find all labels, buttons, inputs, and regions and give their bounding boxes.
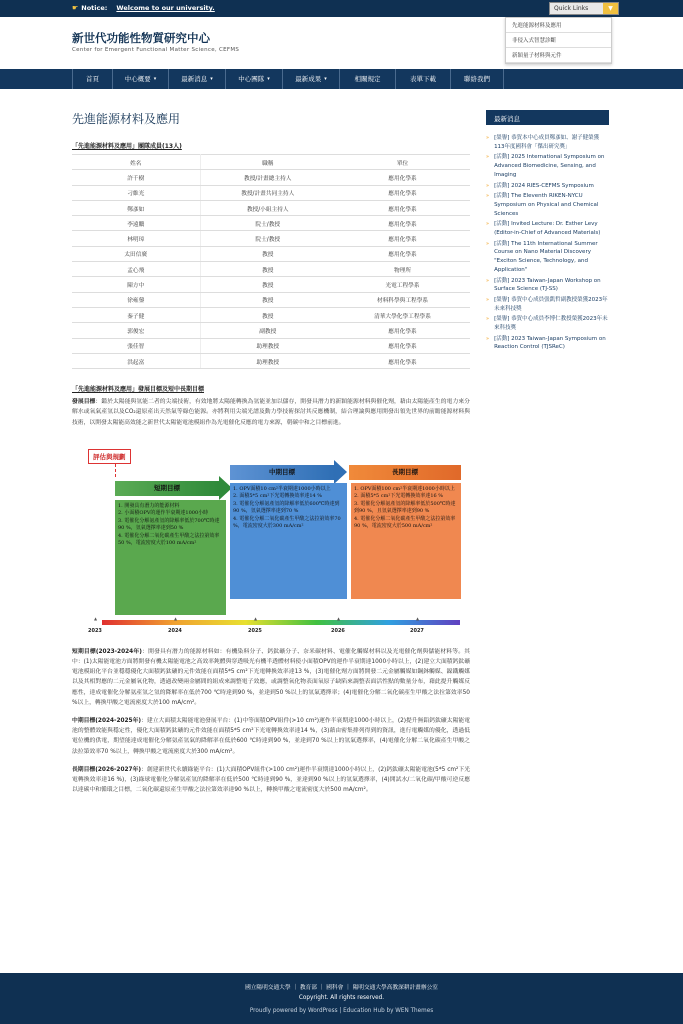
goal-item: 3. 電催化分解氨產氫的降解率低於700℃時達90 %，氫氣選擇率達到50 % xyxy=(118,517,220,532)
double-chevron-right-icon: » xyxy=(486,135,490,141)
goals-lead: 發展目標 xyxy=(72,399,96,406)
member-name: 孟心飛 xyxy=(72,262,200,277)
goals-paragraph xyxy=(72,397,470,428)
long-goals-box xyxy=(351,483,461,599)
member-title: 助理教授 xyxy=(200,338,335,353)
goal-item: 4. 電催化分解二氧化碳產生甲酸之法拉第效率50 %，電流密度大於100 mA/cm² xyxy=(118,532,220,547)
double-chevron-right-icon: » xyxy=(486,277,490,284)
mid-term-text: ：建立大面積太陽能電池發展平台：(1)中等面積OPV組件(>10 cm²)運作半衰期達1000小時以上，(2)提升無鉛鈣鈦礦太陽能電池的整體效能與穩定性，優化大面積鈣鈦礦的元件效能在面積5*5 cm²下光電轉換效率達14 %，(3)藉由密集排列得到的資訊，進行電觸媒的優化，透過低電位機的供電，期望能達成電催化分解氨產氫氣的降解率在低於600 ℃時達到90 %，並達到70 %以上的氫氣選擇率，(4)電催化分解二氧化碳產生甲酸之法拉第效率70 %以上，轉換甲酸之電流密度大於300 mA/cm²。 xyxy=(72,717,470,755)
member-unit: 應用化學系 xyxy=(335,353,470,368)
timeline-year: 2027 xyxy=(410,627,424,634)
mid-goals-box xyxy=(230,483,347,599)
member-unit: 光電工程學系 xyxy=(335,277,470,292)
news-item[interactable] xyxy=(486,335,609,352)
news-item[interactable] xyxy=(486,277,609,294)
nav-item-label: 最新成果 xyxy=(295,75,322,83)
member-name: 刁維光 xyxy=(72,185,200,200)
chevron-down-icon: ▾ xyxy=(324,76,327,82)
site-subtitle: Center for Emergent Functional Matter Science, CEFMS xyxy=(72,47,240,53)
table-row xyxy=(72,353,470,368)
goal-item: 1. 開發具有潛力的能源材料 xyxy=(118,502,180,509)
nav-item[interactable] xyxy=(72,69,112,89)
member-unit: 應用化學系 xyxy=(335,170,470,185)
member-unit: 材料科學與工程學系 xyxy=(335,292,470,307)
news-item[interactable] xyxy=(486,192,609,218)
member-name: 張佳智 xyxy=(72,338,200,353)
double-chevron-right-icon: » xyxy=(486,335,490,342)
footer-copyright: Copyright. All rights reserved. xyxy=(298,995,385,1001)
timeline-marker: ▲ xyxy=(254,615,258,621)
nav-item-label: 中心團隊 xyxy=(238,75,265,83)
table-row xyxy=(72,200,470,215)
footer-powered[interactable]: Proudly powered by WordPress | Education Hub by WEN Themes xyxy=(249,1008,434,1014)
double-chevron-right-icon: » xyxy=(486,182,490,189)
short-term-arrow: 短期目標 xyxy=(115,481,219,496)
goal-item: 4. 電催化分解二氧化碳產生甲酸之法拉第效率70 %，電流密度大於300 mA/cm² xyxy=(233,515,341,530)
timeline-bar xyxy=(102,620,460,625)
member-name: 林明璋 xyxy=(72,231,200,246)
long-term-lead: 長期目標(2026-2027年) xyxy=(72,766,142,773)
nav-item-label: 聯絡我們 xyxy=(464,75,490,83)
news-item-link[interactable]: [榮譽] 恭賀中心成員李博仁教授榮獲2023年未來科技獎 xyxy=(494,316,608,332)
nav-item[interactable] xyxy=(112,69,168,89)
nav-item[interactable] xyxy=(168,69,225,89)
goal-item: 3. 電催化分解氨產氫的降解率低於600℃時達到90 %，氫氣選擇率達到70 % xyxy=(233,500,340,515)
member-unit: 應用化學系 xyxy=(335,185,470,200)
table-row xyxy=(72,277,470,292)
member-unit: 應用化學系 xyxy=(335,231,470,246)
table-row xyxy=(72,307,470,322)
table-row xyxy=(72,262,470,277)
member-name: 洪起富 xyxy=(72,353,200,368)
top-notice-bar xyxy=(0,0,683,17)
member-title: 教授/小組主持人 xyxy=(200,200,335,215)
news-item[interactable] xyxy=(486,134,609,151)
news-item-link[interactable]: [活動] 2023 Taiwan-Japan Symposium on Reaction Control (TJSReC) xyxy=(494,335,606,351)
goals-heading: 「先進能源材料及應用」發展目標及短中長期目標 xyxy=(72,386,205,394)
double-chevron-right-icon: » xyxy=(486,154,490,161)
goal-item: 2. 面積5*5 cm²下光電轉換效率達14 % xyxy=(233,493,323,500)
member-title: 助理教授 xyxy=(200,353,335,368)
bell-icon: ☛ xyxy=(72,4,79,12)
member-title: 教授 xyxy=(200,307,335,322)
mid-arrow-head xyxy=(334,460,347,484)
mid-term-lead: 中期目標(2024-2025年) xyxy=(72,717,142,724)
news-item-link[interactable]: [榮譽] 恭賀中心成員張凱哲副教授榮獲2023年未來科技獎 xyxy=(494,296,608,312)
table-row xyxy=(72,185,470,200)
col-unit: 單位 xyxy=(335,155,470,170)
timeline-marker: ▲ xyxy=(337,615,341,621)
chevron-down-icon: ▾ xyxy=(267,76,270,82)
table-row xyxy=(72,170,470,185)
chevron-down-icon: ▾ xyxy=(153,76,157,82)
member-name: 秦子健 xyxy=(72,307,200,322)
timeline-year: 2024 xyxy=(168,627,182,634)
news-item-link[interactable]: [活動] 2023 Taiwan-Japan Workshop on Surface Science (TJ-SS) xyxy=(494,277,601,293)
quick-links-menu xyxy=(505,17,612,64)
member-name: 太田信廣 xyxy=(72,246,200,261)
chevron-down-icon: ▾ xyxy=(210,76,213,82)
table-row xyxy=(72,338,470,353)
member-title: 院士/教授 xyxy=(200,231,335,246)
member-name: 李遠鵬 xyxy=(72,216,200,231)
news-item-link[interactable]: [活動] The 11th International Summer Course on Nano Material Discovery "Exciton Science, Technology, and Application" xyxy=(494,240,598,273)
member-title: 教授/計畫共同主持人 xyxy=(200,185,335,200)
quick-links-label: Quick Links xyxy=(554,5,589,12)
news-item[interactable] xyxy=(486,153,609,179)
table-row xyxy=(72,246,470,261)
nav-item-label: 表單下載 xyxy=(410,75,436,83)
member-unit: 物理所 xyxy=(335,262,470,277)
news-item-link[interactable]: [活動] Invited Lecture: Dr. Esther Levy (Editor-in-Chief of Advanced Materials) xyxy=(494,221,601,237)
double-chevron-right-icon: » xyxy=(486,221,490,228)
eval-connector xyxy=(115,464,116,477)
notice-link[interactable]: Welcome to our university. xyxy=(116,4,215,12)
timeline-marker: ▲ xyxy=(174,615,178,621)
member-name: 徐雍鎣 xyxy=(72,292,200,307)
chevron-down-icon[interactable]: ▼ xyxy=(603,3,618,14)
notice-label: Notice: xyxy=(81,4,108,12)
nav-item[interactable] xyxy=(339,69,395,89)
col-name: 姓名 xyxy=(72,155,200,170)
goal-item: 2. 小面積OPV的運作半衰期達1000小時 xyxy=(118,510,209,517)
member-name: 許千樹 xyxy=(72,170,200,185)
member-unit: 應用化學系 xyxy=(335,200,470,215)
double-chevron-right-icon: » xyxy=(486,193,490,200)
news-item-link[interactable]: [活動] 2025 International Symposium on Advanced Biomedicine, Sensing, and Imaging xyxy=(494,154,605,178)
nav-item-label: 首頁 xyxy=(86,75,99,83)
timeline-year: 2026 xyxy=(331,627,345,634)
nav-item[interactable] xyxy=(395,69,450,89)
goals-diagram xyxy=(72,443,470,633)
goal-item: 1. OPV面積100 cm²半衰期達1000小時以上 xyxy=(354,485,455,492)
long-term-arrow: 長期目標 xyxy=(349,465,461,480)
long-term-text: ：創建新世代永續綠能平台：(1)大面積OPV組件(>100 cm²)運作半衰期達1000小時以上，(2)鈣鈦礦太陽能電池(5*5 cm²下光電轉換效率達16 %)，(3)綠球電催化分解氨產氫的降解率在低於500 ℃時達到90 %，並達到90 %以上的氫氣選擇率，(4)開試水/二氧化碳/甲酸可逆反應以達碳中和循環之目標，二氧化碳還原產生甲酸之法拉第效率達90 %以上，轉換甲酸之電流密度大於500 mA/cm²。 xyxy=(72,766,470,794)
short-term-paragraph xyxy=(72,647,470,708)
goal-item: 4. 電催化分解二氧化碳產生甲酸之法拉第效率90 %，電流密度大於500 mA/cm² xyxy=(354,515,456,530)
footer-links[interactable]: 國立陽明交通大學 ｜ 教育部 ｜ 國科會 ｜ 陽明交通大學高教深耕計畫辦公室 xyxy=(245,985,438,991)
quick-link-item[interactable]: 非侵入式智慧診斷 xyxy=(506,33,611,48)
sidebar-heading: 最新消息 xyxy=(486,110,609,125)
timeline-year: 2023 xyxy=(88,627,102,634)
member-unit: 應用化學系 xyxy=(335,338,470,353)
news-item[interactable] xyxy=(486,315,609,332)
nav-item[interactable] xyxy=(225,69,282,89)
double-chevron-right-icon: » xyxy=(486,296,490,303)
news-item-link[interactable]: [活動] 2024 RIES-CEFMS Symposium xyxy=(494,182,594,189)
sidebar-news xyxy=(486,110,609,354)
member-unit: 應用化學系 xyxy=(335,246,470,261)
news-item[interactable] xyxy=(486,296,609,313)
long-term-paragraph xyxy=(72,765,470,796)
nav-item[interactable] xyxy=(450,69,504,89)
member-unit: 應用化學系 xyxy=(335,216,470,231)
nav-item-label: 最新消息 xyxy=(181,75,208,83)
timeline-marker: ▲ xyxy=(94,615,98,621)
double-chevron-right-icon: » xyxy=(486,316,490,323)
news-item-link[interactable]: [榮譽] 恭賀本中心成員鄭彥如、謝子健榮獲113年度國科會「傑出研究獎」 xyxy=(494,135,600,150)
table-row xyxy=(72,216,470,231)
news-item[interactable] xyxy=(486,240,609,275)
news-item[interactable] xyxy=(486,182,609,191)
member-name: 鄭彥如 xyxy=(72,200,200,215)
footer xyxy=(0,973,683,1024)
main-content xyxy=(72,110,470,795)
goal-item: 3. 電催化分解氨產氫的降解率低於500℃時達到90 %，且氫氣選擇率達到90 % xyxy=(354,500,456,515)
member-title: 院士/教授 xyxy=(200,216,335,231)
short-goals-box xyxy=(115,500,226,615)
goal-item: 1. OPV面積10 cm²半衰期達1000小時以上 xyxy=(233,485,331,492)
member-title: 教授 xyxy=(200,262,335,277)
timeline-marker: ▲ xyxy=(416,615,420,621)
member-name: 郭俊宏 xyxy=(72,323,200,338)
nav-item-label: 中心概要 xyxy=(124,75,151,83)
page-title: 先進能源材料及應用 xyxy=(72,112,181,126)
member-title: 教授 xyxy=(200,277,335,292)
table-row xyxy=(72,323,470,338)
news-item[interactable] xyxy=(486,220,609,237)
goal-item: 2. 面積5*5 cm²下光電轉換效率達16 % xyxy=(354,493,444,500)
members-heading: 「先進能源材料及應用」團隊成員(13人) xyxy=(72,143,182,150)
table-row xyxy=(72,231,470,246)
table-row xyxy=(72,292,470,307)
short-term-text: ：開發具有潛力的能源材料如：有機染料分子、鈣鈦礦分子、奈米碳材料、電催化觸媒材料以及光電催化劑與儲能材料等。其中：(1)太陽能電池方面將開發有機太陽能電池之高效率鈍體與穿透吸光有機半透體材料使小面積OPV的運作半衰期達1000小時以上，(2)建立大面積鈣鈦礦電池模組化平台並穩穩優化大面積鈣鈦礦的元件效能在面積5*5 cm²下光電轉換效率達13 %，(3)電催化劑方面將開發二元金屬觸媒如鋼鉢觸媒、鎳鐵觸媒以及其相對應的二元金屬氧化物，透過改變兩金屬間的組成來調整電子效應，或調整氧化物表面氧原子缺陷來調整表面活性點的數量分布，藉此提升觸媒反應性，達成電催化分解氨產氫之氫的降解率在低於700 ℃時達到90 %，並達到50 %以上的氫氣選擇率；(4)電催化分解二氧化碳產生甲酸之法拉第效率50 %以上，轉換甲酸之電流密度大於100 mA/cm²。 xyxy=(72,648,470,706)
quick-link-item[interactable]: 新穎量子材料與元件 xyxy=(506,48,611,63)
site-title[interactable]: 新世代功能性物質研究中心 xyxy=(72,31,210,45)
timeline-year: 2025 xyxy=(248,627,262,634)
goals-text: ：鑑於太陽能與氫能二者的尖端技術，有效地將太陽能轉換為氫能並加以儲存，開發具潛力的新穎能源材料與催化劑，藉由太陽能產生的電力來分解水或氧氣產氫以及CO₂還原產出天然氣等綠色能源。亦將利用尖端光譜及動力學技術探討其反應機制，結合理論與應用開發出領先世界的前瞻能源材料與技術，以開發太陽能高效能之新世代太陽能電池模組作為光電催化反應的電力來源，朝碳中和之目標前進。 xyxy=(72,399,470,426)
member-unit: 清華大學化學工程學系 xyxy=(335,307,470,322)
short-term-lead: 短期目標(2023-2024年) xyxy=(72,648,142,655)
double-chevron-right-icon: » xyxy=(486,240,490,247)
member-title: 教授/計畫總主持人 xyxy=(200,170,335,185)
main-nav xyxy=(0,69,683,89)
mid-term-arrow: 中期目標 xyxy=(230,465,334,480)
eval-label: 評估與規劃 xyxy=(88,449,131,464)
nav-item-label: 相關規定 xyxy=(354,75,381,83)
member-name: 陳方中 xyxy=(72,277,200,292)
member-title: 教授 xyxy=(200,292,335,307)
member-title: 副教授 xyxy=(200,323,335,338)
nav-item[interactable] xyxy=(282,69,339,89)
member-unit: 應用化學系 xyxy=(335,323,470,338)
mid-term-paragraph xyxy=(72,716,470,757)
quick-links-dropdown[interactable] xyxy=(549,2,619,15)
news-item-link[interactable]: [活動] The Eleventh RIKEN-NYCU Symposium on Physical and Chemical Sciences xyxy=(494,193,599,217)
notice xyxy=(72,4,215,12)
quick-link-item[interactable]: 先進能源材料及應用 xyxy=(506,18,611,33)
members-table xyxy=(72,154,470,369)
member-title: 教授 xyxy=(200,246,335,261)
col-title: 職稱 xyxy=(200,155,335,170)
